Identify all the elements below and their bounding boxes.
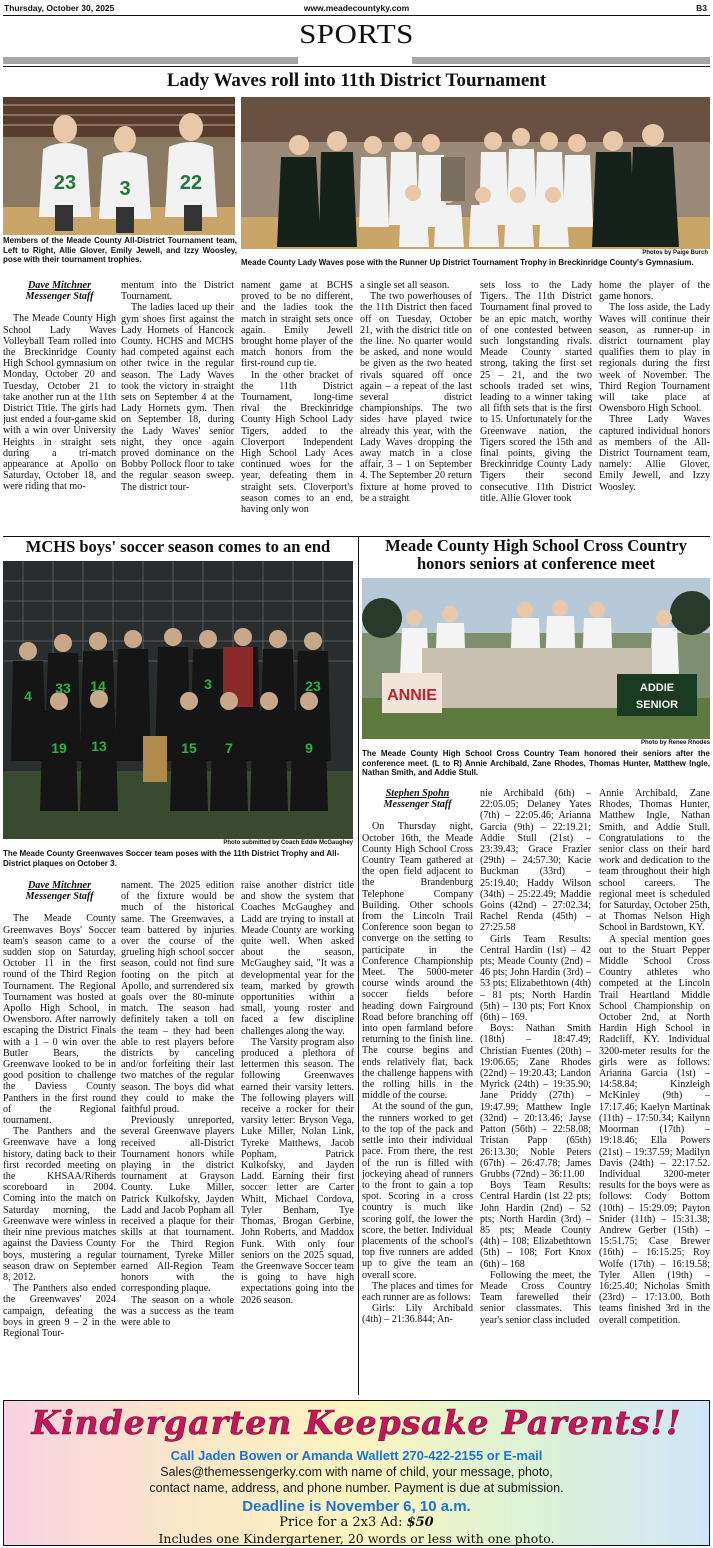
story1-photo-team (241, 97, 710, 249)
story2-photo-credit: Photo submitted by Coach Eddie McGaughey (223, 840, 353, 846)
paragraph: Girls: Lily Archibald (4th) – 21:36.844; An- (362, 1303, 473, 1326)
paragraph: A special mention goes out to the Stuart Pepper Middle School Cross Country athletes who competed at the Lincoln Trail Heartland Middle School Championship on October 2nd, at North Hardin High School in Radcliff, KY. Individual 3200-meter results for the girls were as follows: Arianna Garcia (1st) – 14:58.84; Kinzleigh McKinley (9th) – 17:17.46; Kaelyn Martinak (11th) – 17:50.34; Kailynn Moorman (17th) – 19:18.46; Ella Powers (21st) – 19:37.59; Madilyn Davis (24th) – 22:17.52. Individual 3200-meter results for the boys were as follows: Cody Bottom (10th) – 15:29.09; Payton Snider (11th) – 15:31.38; Andrew Gerber (15th) – 15:51.75; Case Brewer (16th) – 16:15.25; Roy Wolfe (17th) – 16:19.58; Tyler Allen (19th) – 16:25.40; Nicholas Smith (23rd) – 17:13.00. Both teams finished 3rd in the overall competition. (599, 933, 710, 1326)
paragraph: Three Lady Waves captured individual honors as members of the All-District Tournament team, namely: Allie Glover, Emily Jewell, and Izzy Woosley. (599, 414, 710, 493)
story2-column-2 (121, 880, 234, 1395)
story2-column-3 (241, 880, 354, 1395)
jersey-number: 33 (55, 680, 71, 696)
story1-byline: Dave Mitchner Messenger Staff (25, 280, 94, 303)
section-bar-left (3, 57, 298, 64)
jersey-number: 9 (305, 740, 313, 756)
paragraph: sets loss to the Lady Tigers. The 11th District Tournament final proved to be an epic match, worthy of one contested between such longstanding rivals. Meade County started strong, taking the first set 25 – 21, and the two schools traded set wins, leading to a winner taking all fifth sets that is the first to 15. Unfortunately for the Greenwave nation, the Tigers scored the 15th and final points, giving the Breckinridge County Lady Tigers their second consecutive 11th District title. Allie Glover took (480, 280, 592, 504)
paragraph: The two powerhouses of the 11th District then faced off on Tuesday, October 21, with the district title on the line. No quarter would be asked, and none would be given as the two heated rivals squared off once again – a repeat of the last several district championships. The two sides have played twice already this year, with the Lady Waves dropping the away match in a close affair, 3 – 1 on September 4. The September 20 return fixture at home proved to be a straight (360, 291, 472, 504)
story3-photo (362, 578, 710, 739)
issue-date: Thursday, October 30, 2025 (4, 3, 115, 13)
story1-column-6 (599, 280, 710, 535)
story2-column-1 (3, 880, 116, 1395)
paragraph: Annie Archibald, Zane Rhodes, Thomas Hunter, Matthew Ingle, Nathan Smith, and Addie Stull. Congratulations to the senior class on their hard work and dedication to the team throughout their high school careers. The regional meet is scheduled for Saturday, October 25th, at Thomas Nelson High School in Bardstown, KY. (599, 788, 710, 934)
ad-line-1[interactable]: Sales@themessengerky.com with name of child, your message, photo, (160, 1465, 553, 1479)
story3-column-1 (362, 788, 473, 1395)
jersey-number: 23 (305, 678, 321, 694)
story2-byline: Dave Mitchner Messenger Staff (25, 880, 94, 903)
paragraph: The Panthers and the Greenwave have a long history, dating back to their first recorded meeting on the KHSAA/Riherds scoreboard in 2004. Coming into the match on Saturday morning, the Greenwave were winless in their nine previous matches against the Daviess County boys, mustering a regular season draw on September 8, 2012. (3, 1126, 116, 1283)
section-rule (3, 66, 710, 67)
paragraph: nament. The 2025 edition of the fixture would be much of the historical same. The Greenwaves, a team battered by injuries over the course of the grueling high school soccer season, could not find sure footing on the pitch at Apollo, and surrendered six goals over the 80-minute match. The season had definitely taken a toll on the team – they had been able to rest players before districts by canceling and/or forfeiting their last two matches of the regular season. The boys did what they could to make the faithful proud. (121, 880, 234, 1116)
jersey-number: 7 (225, 740, 233, 756)
story1-column-4 (360, 280, 472, 535)
site-url[interactable]: www.meadecountyky.com (303, 3, 410, 13)
story1-caption-left: Members of the Meade County All-District Tournament team, Left to Right, Allie Glover, Emily Jewell, and Izzy Woosley, pose with their tournament trophies. (3, 236, 237, 265)
paragraph: Previously unreported, several Greenwave players received all-District Tournament honors while playing in the district tournament at Grayson County. Luke Miller, Patrick Kulkofsky, Jayden Ladd and Jacob Popham all received a plaque for their skills at that tournament. For the Third Region tournament, Tyreke Miller earned All-Region Team honors with the corresponding plaque. (121, 1115, 234, 1295)
jersey-number: 22 (179, 172, 203, 194)
story3-headline: Meade County High School Cross Country honors seniors at conference meet (385, 536, 687, 573)
ad-deadline: Deadline is November 6, 10 a.m. (242, 1498, 471, 1515)
paragraph: mentum into the District Tournament. (121, 280, 234, 303)
jersey-number: 13 (91, 738, 107, 754)
paragraph: The Varsity program also produced a plethora of lettermen this season. The following Greenwaves earned their varsity letters. The following players will receive a rocker for their varsity letter: Bryson Vega, Luke Miller, Nolan Link, Tyreke Matthews, Jacob Popham, Patrick Kulkofsky, and Jayden Ladd. Earning their first soccer letter are Carter Whitt, Michael Cordova, Tyler Benham, Tye Thomas, Brogan Gerbine, John Roberts, and Maddox Funk. With only four seniors on the 2025 squad, the Greenwave Soccer team is going to have high expectations going into the 2026 season. (241, 1036, 354, 1306)
ad-title: Kindergarten Keepsake Parents!! (31, 1403, 682, 1442)
trophy-icon (441, 157, 465, 201)
story2-caption: The Meade County Greenwaves Soccer team poses with the 11th District Trophy and All-District plaques on October 3. (3, 849, 340, 868)
story3-column-3 (599, 788, 710, 1395)
story1-column-1 (3, 280, 116, 535)
ad-price: Price for a 2x3 Ad: $50 (279, 1515, 434, 1530)
story3-caption: The Meade County High School Cross Country Team honored their seniors after the conference meet. (L to R) Annie Archibald, Zane Rhodes, Thomas Hunter, Matthew Ingle, Nathan Smith, and Addie Stull. (362, 749, 710, 778)
story3-byline: Stephen Spohn Messenger Staff (383, 788, 452, 811)
story1-column-5 (480, 280, 592, 535)
ad-line-2: contact name, address, and phone number. Payment is due at submission. (149, 1481, 564, 1495)
jersey-number: 3 (119, 178, 131, 200)
paragraph: Boys Team Results: Central Hardin (1st 22 pts; John Hardin (2nd) – 52 pts; North Hardin (3rd) – 85 pts; Meade County (4th) – 108; Elizabethtown (5th) – 108; Fort Knox (6th) – 168 (480, 1180, 591, 1270)
story3-photo-credit: Photo by Renee Rhodes (640, 740, 710, 746)
paragraph: The season on a whole was a success as the team were able to (121, 1294, 234, 1328)
story3-text: On Thursday night, October 16th, the Meade County High School Cross Country Team gathered at the open field adjacent to the Brandenburg Telephone Company Building. Other schools from the Lincoln Trail Conference soon began to converge on the setting to participate in the Conference Championship Meet. The 5000-meter course winds around the soccer fields before heading down Fairground Road before branching off into open farmland before returning to the finish line. The course begins and ends relatively flat, back the challenge happens with the rolling hills in the middle of the course. (362, 821, 473, 1102)
ad-includes: Includes one Kindergartener, 20 words or less with one photo. (158, 1531, 555, 1546)
paragraph: nament game at BCHS proved to be no different, and the ladies took the match in straight sets once again. Emily Jewell brought home player of the match honors from the first-round cup tie. (241, 280, 353, 370)
paragraph: In the other bracket of the 11th District Tournament, long-time rival the Breckinridge County High School Lady Tigers, added to the Cloverport Independent High School Lady Aces continued woes for the year, defeating them in straight sets. Cloverport's season comes to an end, having only won (241, 369, 353, 516)
story1-photo-credit: Photos by Paige Burch (642, 250, 708, 256)
section-bar-right (412, 57, 710, 64)
paragraph: Following the meet, the Meade Cross Country Team farewelled their senior classmates. This year's senior class included (480, 1269, 591, 1326)
jersey-number: 14 (90, 678, 106, 694)
paragraph: Boys: Nathan Smith (18th) – 18:47.49; Christian Fuentes (20th) – 19:06.65; Zane Rhodes (22nd) – 19:20.43; Landon Myrick (24th) – 19:35.90; Jane Priddy (27th) – 19:47.99; Matthew Ingle (32nd) – 20:13.46; Jayse Patton (56th) – 22:58.08; Tristan Papp (65th) 26:13.30; Noble Peters (67th) – 26:47.78; James Grubbs (72nd) – 36:11.00 (480, 1023, 591, 1180)
paragraph: a single set all season. (360, 280, 450, 291)
paragraph: At the sound of the gun, the runners worked to get to the top of the pack and settle into their individual pace. From there, the rest of the run is filled with jockeying ahead of runners to the front to gain a top spot. Scoring in a cross country is much like scoring golf, the lower the score, the better. Individual placements of the school's top five runners are added up to give the team an overall score. (362, 1101, 473, 1281)
paragraph: raise another district title and show the system that Coaches McGaughey and Ladd are trying to install at Meade County are working quite well. When asked about the season, McGaughey said, "It was a developmental year for the team, marked by growth opportunities within a small, young roster and faced a few discipline challenges along the way. (241, 880, 354, 1037)
paragraph: The places and times for each runner are as follows: (362, 1280, 473, 1303)
trophy-icon (143, 736, 167, 782)
story1-caption-right: Meade County Lady Waves pose with the Runner Up District Tournament Trophy in Breckinridge County's Gymnasium. (241, 258, 694, 267)
paragraph: The Panthers also ended the Greenwaves' 2024 campaign, defeating the boys in green 9 – 2 in the Regional Tour- (3, 1283, 116, 1339)
story1-column-2 (121, 280, 234, 535)
story2-headline: MCHS boys' soccer season comes to an end (25, 537, 331, 556)
paragraph: The ladies laced up their gym shoes first against the Lady Hornets of Hancock County. HCHS and MCHS had competed against each other twice in the regular season. The Lady Waves took the victory in straight sets on September 4 at the Lady Hornets gym. Then on September 18, during the Lady Waves' senior night, they once again proved dominance on the Bobby Pollock floor to take the regular season sweep. The district tour- (121, 302, 234, 493)
jersey-number: 19 (51, 740, 67, 756)
section-title: SPORTS (299, 18, 414, 50)
story1-headline: Lady Waves roll into 11th District Tournament (166, 70, 547, 91)
poster-text: ANNIE (387, 687, 437, 704)
story1-photo-left (3, 97, 235, 235)
paragraph: home the player of the game honors. (599, 280, 710, 303)
story3-column-2 (480, 788, 591, 1395)
jersey-number: 15 (181, 740, 197, 756)
poster-text: SENIOR (635, 699, 679, 711)
story1-text: The Meade County High School Lady Waves Volleyball Team rolled into the Breckinridge County High School gymnasium on Monday, October 20 and Tuesday, October 21 to take another run at the 11th District Title. The girls had just ended a four-game skid with a win over University Heights in straight sets during a tri-match appearance at Apollo on Saturday, October 18, and were riding that mo- (3, 313, 116, 493)
jersey-number: 23 (53, 172, 77, 194)
story1-column-3 (241, 280, 353, 535)
jersey-number: 3 (204, 676, 212, 692)
paragraph: nie Archibald (6th) – 22:05.05; Delaney Yates (7th) – 22:05.46; Arianna Garcia (9th) – 22:19.21; Addie Stull (21st) – 23:39.43; Grace Frazier (29th) – 24:57.30; Kacie Buckman (33rd) – 25:19.40; Haddy Wilson (34th) – 25:22.49; Maddie Goins (42nd) – 27:02.34; Rachel Renda (45th) – 27:25.58 (480, 788, 591, 934)
story2-photo (3, 561, 353, 839)
story2-text: The Meade County Greenwaves Boys' Soccer team's season came to a sudden stop on Saturday, October 11 in the first round of the Third Region Tournament. The Regional Tournament was hosted at Apollo High School, in Owensboro. After narrowly escaping the District Finals with a 1 – 0 win over the Butler Bears, the Greenwave looked to be in good position to challenge the Daviess County Panthers in the first round of the Regional tournament. (3, 913, 116, 1127)
header-rule (3, 15, 710, 16)
paragraph: Girls Team Results: Central Hardin (1st) – 42 pts; Meade County (2nd) – 46 pts; John Hardin (3rd) – 53 pts; Elizabethtown (4th) – 81 pts; North Hardin (5th) – 130 pts; Fort Knox (6th) – 169. (480, 933, 591, 1024)
column-divider (358, 537, 359, 1395)
ad-call[interactable]: Call Jaden Bowen or Amanda Wallett 270-422-2155 or E-mail (170, 1448, 543, 1463)
paragraph: The loss aside, the Lady Waves will continue their season, as runner-up in district tournament play qualifies them to play in regionals during the first week of November. The Third Region Tournament will take place at Owensboro High School. (599, 302, 710, 415)
kindergarten-ad[interactable] (3, 1400, 710, 1546)
jersey-number: 4 (24, 688, 32, 704)
page-number: B3 (696, 3, 707, 13)
poster-text: ADDIE (639, 682, 675, 694)
